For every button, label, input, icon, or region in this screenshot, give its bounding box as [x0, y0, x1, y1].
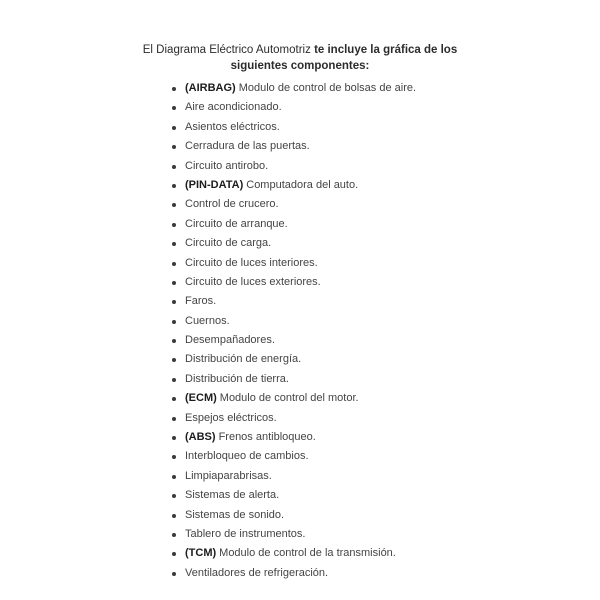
list-item [172, 79, 416, 98]
list-item [172, 234, 416, 253]
bullet-icon [172, 358, 176, 362]
component-text: Interbloqueo de cambios. [185, 450, 309, 463]
bullet-icon [172, 87, 176, 91]
list-item [172, 389, 416, 408]
component-text: Sistemas de sonido. [185, 508, 285, 521]
bullet-icon [172, 184, 176, 188]
list-item [172, 428, 416, 447]
list-item [172, 176, 416, 195]
bullet-icon [172, 417, 176, 421]
component-text: Faros. [185, 295, 217, 308]
list-item [172, 215, 416, 234]
component-code: (TCM) [185, 547, 217, 560]
list-item [172, 273, 416, 292]
list-item [172, 350, 416, 369]
intro-plain-text: El Diagrama Eléctrico Automotriz [142, 44, 311, 56]
bullet-icon [172, 106, 176, 110]
list-item [172, 157, 416, 176]
bullet-icon [172, 223, 176, 227]
component-text: Modulo de control de bolsas de aire. [238, 82, 417, 94]
component-text: Distribución de tierra. [185, 372, 289, 385]
component-text: Cuernos. [185, 314, 230, 327]
list-item [172, 506, 416, 525]
list-item [172, 118, 416, 137]
list-item [172, 254, 416, 273]
list-item [172, 292, 416, 311]
component-text: Ventiladores de refrigeración. [185, 566, 329, 579]
bullet-icon [172, 552, 176, 556]
component-text: Modulo de control del motor. [219, 392, 359, 405]
bullet-icon [172, 455, 176, 459]
component-code: (ABS) [185, 431, 216, 444]
list-item [172, 467, 416, 486]
list-item [172, 486, 416, 505]
bullet-icon [172, 436, 176, 440]
bullet-icon [172, 533, 176, 537]
bullet-icon [172, 165, 176, 169]
component-text: Computadora del auto. [246, 178, 359, 191]
list-item [172, 564, 416, 583]
list-item [172, 98, 416, 117]
list-item [172, 195, 416, 214]
intro-paragraph [120, 42, 480, 74]
list-item [172, 312, 416, 331]
list-item [172, 331, 416, 350]
list-item [172, 370, 416, 389]
component-text: Limpiaparabrisas. [185, 469, 272, 482]
component-text: Espejos eléctricos. [185, 411, 277, 424]
component-text: Frenos antibloqueo. [218, 431, 316, 444]
component-text: Circuito de arranque. [185, 217, 288, 230]
component-code: (ECM) [185, 392, 217, 405]
component-code: (AIRBAG) [185, 82, 236, 94]
bullet-icon [172, 320, 176, 324]
bullet-icon [172, 281, 176, 285]
bullet-icon [172, 262, 176, 266]
component-code: (PIN-DATA) [185, 178, 244, 191]
component-text: Sistemas de alerta. [185, 489, 280, 502]
bullet-icon [172, 475, 176, 479]
component-text: Cerradura de las puertas. [185, 140, 310, 153]
component-text: Circuito de carga. [185, 237, 272, 250]
bullet-icon [172, 397, 176, 401]
component-text: Desempañadores. [185, 334, 275, 347]
component-text: Circuito de luces interiores. [185, 256, 318, 269]
bullet-icon [172, 514, 176, 518]
bullet-icon [172, 300, 176, 304]
bullet-icon [172, 203, 176, 207]
list-item [172, 447, 416, 466]
component-text: Aire acondicionado. [185, 101, 282, 114]
component-text: Control de crucero. [185, 198, 279, 211]
bullet-icon [172, 126, 176, 130]
component-text: Circuito antirobo. [185, 159, 269, 172]
components-list [172, 79, 416, 583]
bullet-icon [172, 378, 176, 382]
list-item [172, 525, 416, 544]
list-item [172, 137, 416, 156]
intro-bold-text: te incluye la gráfica de los siguientes componentes: [230, 44, 458, 72]
component-text: Distribución de energía. [185, 353, 302, 366]
component-text: Asientos eléctricos. [185, 120, 280, 133]
bullet-icon [172, 145, 176, 149]
component-text: Modulo de control de la transmisión. [219, 547, 396, 560]
bullet-icon [172, 494, 176, 498]
component-text: Circuito de luces exteriores. [185, 275, 321, 288]
list-item [172, 544, 416, 563]
bullet-icon [172, 572, 176, 576]
bullet-icon [172, 339, 176, 343]
bullet-icon [172, 242, 176, 246]
list-item [172, 409, 416, 428]
component-text: Tablero de instrumentos. [185, 527, 306, 540]
